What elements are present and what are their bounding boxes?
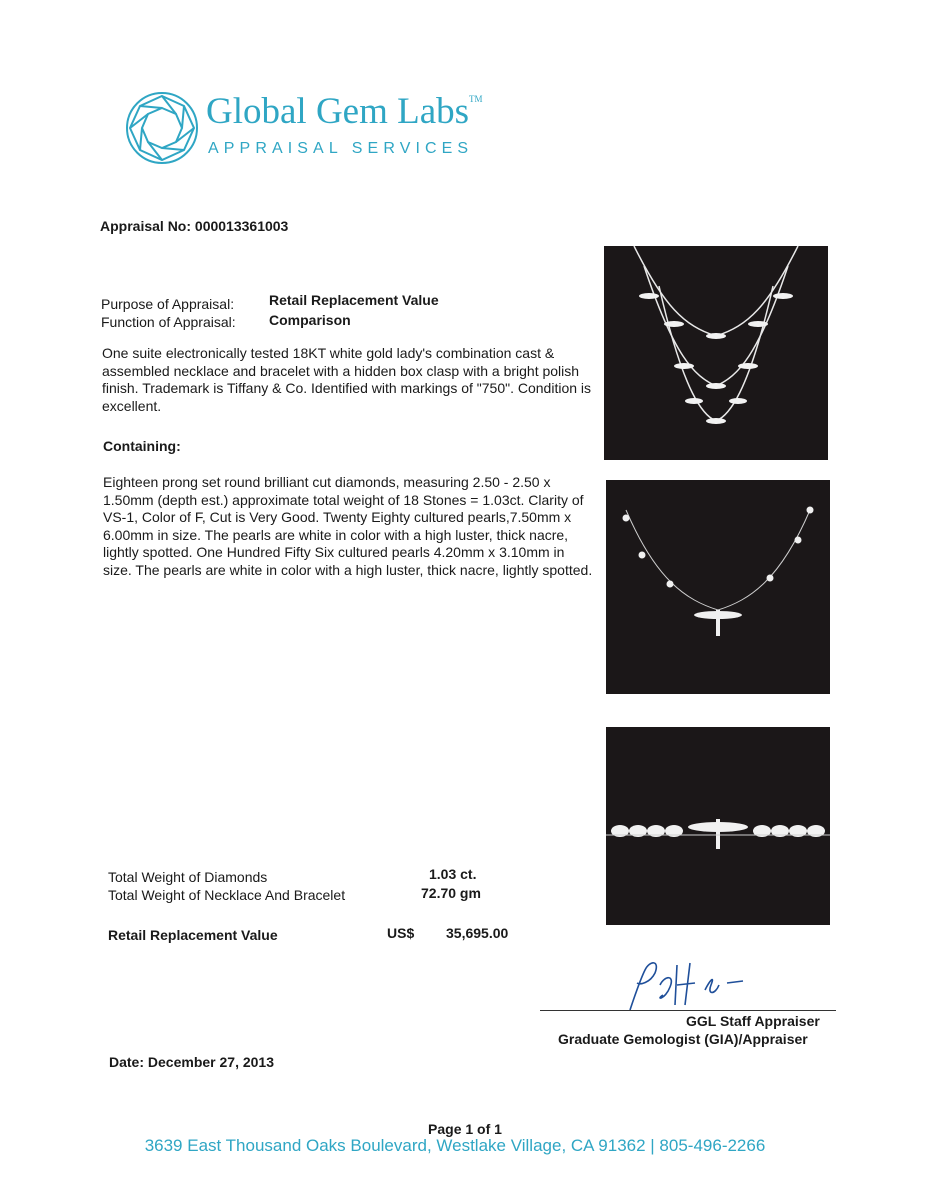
signer-credential: Graduate Gemologist (GIA)/Appraiser: [558, 1031, 808, 1047]
item-description: One suite electronically tested 18KT white gold lady's combination cast & assembled necklace and bracelet with a hidden box clasp with a bright polish finish. Trademark is Tiffany & Co. Identified with markings of "750". Condition is excellent.: [102, 345, 592, 414]
currency: US$: [387, 925, 415, 941]
brand-subtitle: APPRAISAL SERVICES: [208, 140, 474, 157]
brand-title: Global Gem Labs™: [206, 91, 483, 132]
signature-line: [540, 1010, 836, 1011]
trademark: TM: [469, 94, 483, 104]
diamonds-weight-value: 1.03 ct.: [429, 866, 477, 882]
page-number: Page 1 of 1: [428, 1121, 502, 1137]
bracelet-photo: [606, 727, 830, 925]
diamonds-weight-label: Total Weight of Diamonds: [108, 869, 268, 885]
footer-address: 3639 East Thousand Oaks Boulevard, Westlake Village, CA 91362 | 805-496-2266: [144, 1136, 766, 1155]
containing-description: Eighteen prong set round brilliant cut diamonds, measuring 2.50 - 2.50 x 1.50mm (depth est.) approximate total weight of 18 Stones = 1.03ct. Clarity of VS-1, Color of F, Cut is Very Good. Twenty Eighty cultured pearls,7.50mm x 6.00mm in size. The pearls are white in color with a high luster, thick nacre, lightly spotted. One Hundred Fifty Six cultured pearls 4.20mm x 3.10mm in size. The pearls are white in color with a high luster, thick nacre, lightly spotted.: [103, 474, 593, 578]
gem-logo-icon: [124, 90, 200, 166]
appraisal-date: Date: December 27, 2013: [109, 1054, 274, 1070]
function-value: Comparison: [269, 312, 351, 328]
pendant-necklace-photo: [606, 480, 830, 694]
function-label: Function of Appraisal:: [101, 314, 236, 330]
signer-title: GGL Staff Appraiser: [686, 1013, 820, 1029]
signature-mark: [615, 955, 775, 1015]
purpose-value: Retail Replacement Value: [269, 292, 439, 308]
retail-value-label: Retail Replacement Value: [108, 927, 278, 943]
retail-value: 35,695.00: [446, 925, 509, 941]
containing-heading: Containing:: [103, 438, 181, 454]
appraisal-number: Appraisal No: 000013361003: [100, 218, 289, 234]
purpose-label: Purpose of Appraisal:: [101, 296, 235, 312]
necklace-layered-photo: [604, 246, 828, 460]
item-weight-value: 72.70 gm: [421, 885, 481, 901]
item-weight-label: Total Weight of Necklace And Bracelet: [108, 887, 346, 903]
